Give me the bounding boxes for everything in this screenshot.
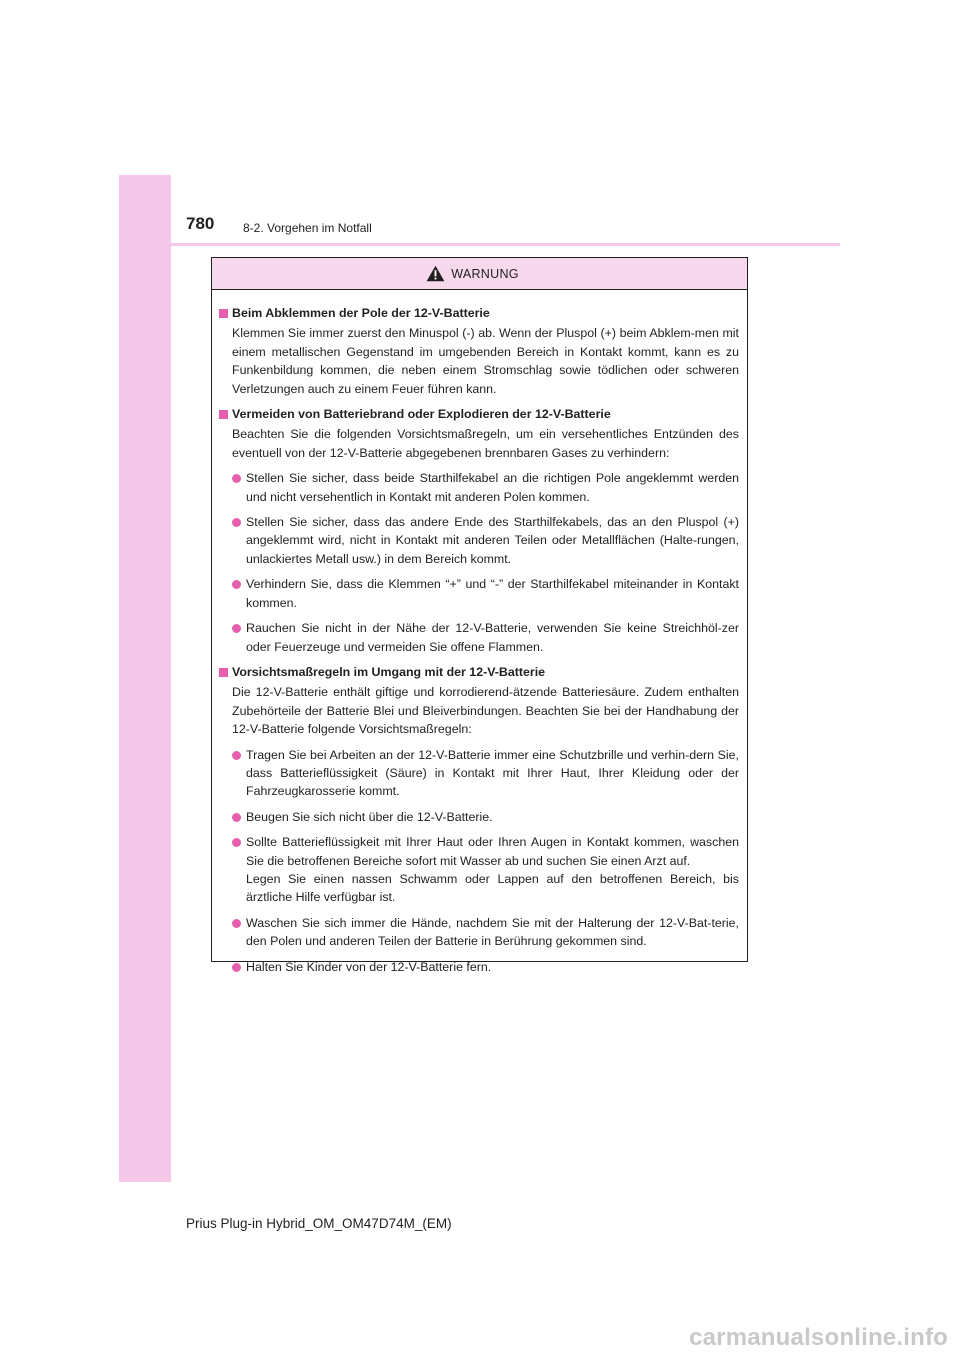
warning-triangle-icon	[426, 265, 445, 282]
side-tab-bar	[119, 175, 171, 1182]
warning-body	[212, 290, 747, 976]
warning-section	[219, 304, 739, 398]
warning-section	[219, 405, 739, 656]
list-item-text: Waschen Sie sich immer die Hände, nachdem Sie mit der Halterung der 12-V-Bat-terie, den Polen und anderen Teilen der Batterie in Berührung gekommen sind.	[246, 915, 739, 949]
list-item-text: Beugen Sie sich nicht über die 12-V-Batterie.	[246, 809, 493, 824]
header-rule	[171, 243, 840, 246]
warning-box	[211, 257, 748, 974]
bullet-list	[232, 469, 739, 656]
list-item	[232, 575, 739, 612]
list-item-text: Stellen Sie sicher, dass das andere Ende des Starthilfekabels, das an den Pluspol (+) angeklemmt wird, nicht in Kontakt mit anderen Teilen oder Metallflächen (Halte-rungen, unlackiertes Metall usw.) in dem Bereich kommt.	[246, 515, 739, 566]
section-heading-text: Beim Abklemmen der Pole der 12-V-Batterie	[232, 306, 490, 320]
circle-bullet-icon	[232, 838, 241, 847]
section-paragraph: Beachten Sie die folgenden Vorsichtsmaßregeln, um ein versehentliches Entzünden des eventuell von der 12-V-Batterie abgegebenen brennbaren Gases zu verhindern:	[232, 427, 739, 460]
circle-bullet-icon	[232, 518, 241, 527]
circle-bullet-icon	[232, 624, 241, 633]
list-item-text: Tragen Sie bei Arbeiten an der 12-V-Batterie immer eine Schutzbrille und verhin-dern Sie, dass Batterieflüssigkeit (Säure) in Kontakt mit Ihrer Haut, Ihrer Kleidung oder der Fahrzeugkarosserie kommt.	[246, 747, 739, 799]
section-paragraph: Klemmen Sie immer zuerst den Minuspol (-) ab. Wenn der Pluspol (+) beim Abklem-men mit einem metallischen Gegenstand im umgebenden Bereich in Kontakt kommt, kann es zu Funkenbildung kommen, die neben einem Stromschlag sowie tödlichen oder schweren Verletzungen auch zu einem Feuer führen kann.	[232, 326, 739, 396]
list-item-text: Verhindern Sie, dass die Klemmen “+” und “-” der Starthilfekabel miteinander in Kontakt kommen.	[246, 577, 739, 610]
section-heading	[219, 405, 739, 423]
footer-model: Prius Plug-in Hybrid_OM_OM47D74M_(EM)	[186, 1216, 452, 1231]
list-item	[232, 958, 739, 976]
section-paragraph: Die 12-V-Batterie enthält giftige und korrodierend-ätzende Batteriesäure. Zudem enthalten Zubehörteile der Batterie Blei und Bleiverbindungen. Beachten Sie bei der Handhabung der 12-V-Batterie folgende Vorsichtsmaßregeln:	[232, 685, 739, 737]
square-bullet-icon	[219, 410, 228, 419]
list-item-text: Sollte Batterieflüssigkeit mit Ihrer Haut oder Ihren Augen in Kontakt kommen, waschen Sie die betroffenen Bereiche sofort mit Wasser ab und suchen Sie einen Arzt auf. Legen Sie einen nassen Schwamm oder Lappen auf den betroffenen Bereich, bis ärztliche Hilfe verfügbar ist.	[246, 835, 739, 905]
bullet-list	[232, 746, 739, 976]
section-heading	[219, 304, 739, 322]
warning-header	[212, 258, 747, 290]
circle-bullet-icon	[232, 751, 241, 760]
circle-bullet-icon	[232, 813, 241, 822]
list-item-text: Halten Sie Kinder von der 12-V-Batterie fern.	[246, 959, 492, 974]
list-item	[232, 746, 739, 801]
page-number: 780	[186, 214, 215, 233]
list-item	[232, 469, 739, 506]
watermark: carmanualsonline.info	[689, 1324, 948, 1351]
section-heading-text: Vorsichtsmaßregeln im Umgang mit der 12-V-Batterie	[232, 664, 546, 679]
section-heading-text: Vermeiden von Batteriebrand oder Explodieren der 12-V-Batterie	[232, 407, 611, 422]
section-heading	[219, 663, 739, 681]
warning-section	[219, 663, 739, 976]
list-item-text: Stellen Sie sicher, dass beide Starthilfekabel an die richtigen Pole angeklemmt werden und nicht versehentlich in Kontakt mit anderen Polen kommen.	[246, 471, 739, 504]
square-bullet-icon	[219, 668, 228, 677]
square-bullet-icon	[219, 309, 228, 318]
circle-bullet-icon	[232, 474, 241, 483]
circle-bullet-icon	[232, 963, 241, 972]
section-title: 8-2. Vorgehen im Notfall	[243, 221, 372, 235]
list-item-text: Rauchen Sie nicht in der Nähe der 12-V-Batterie, verwenden Sie keine Streichhöl-zer oder Feuerzeuge und vermeiden Sie offene Flammen.	[246, 621, 739, 654]
list-item	[232, 914, 739, 951]
list-item	[232, 808, 739, 826]
list-item	[232, 619, 739, 656]
list-item	[232, 833, 739, 907]
circle-bullet-icon	[232, 580, 241, 589]
warning-title: WARNUNG	[451, 266, 519, 281]
circle-bullet-icon	[232, 919, 241, 928]
list-item	[232, 513, 739, 568]
